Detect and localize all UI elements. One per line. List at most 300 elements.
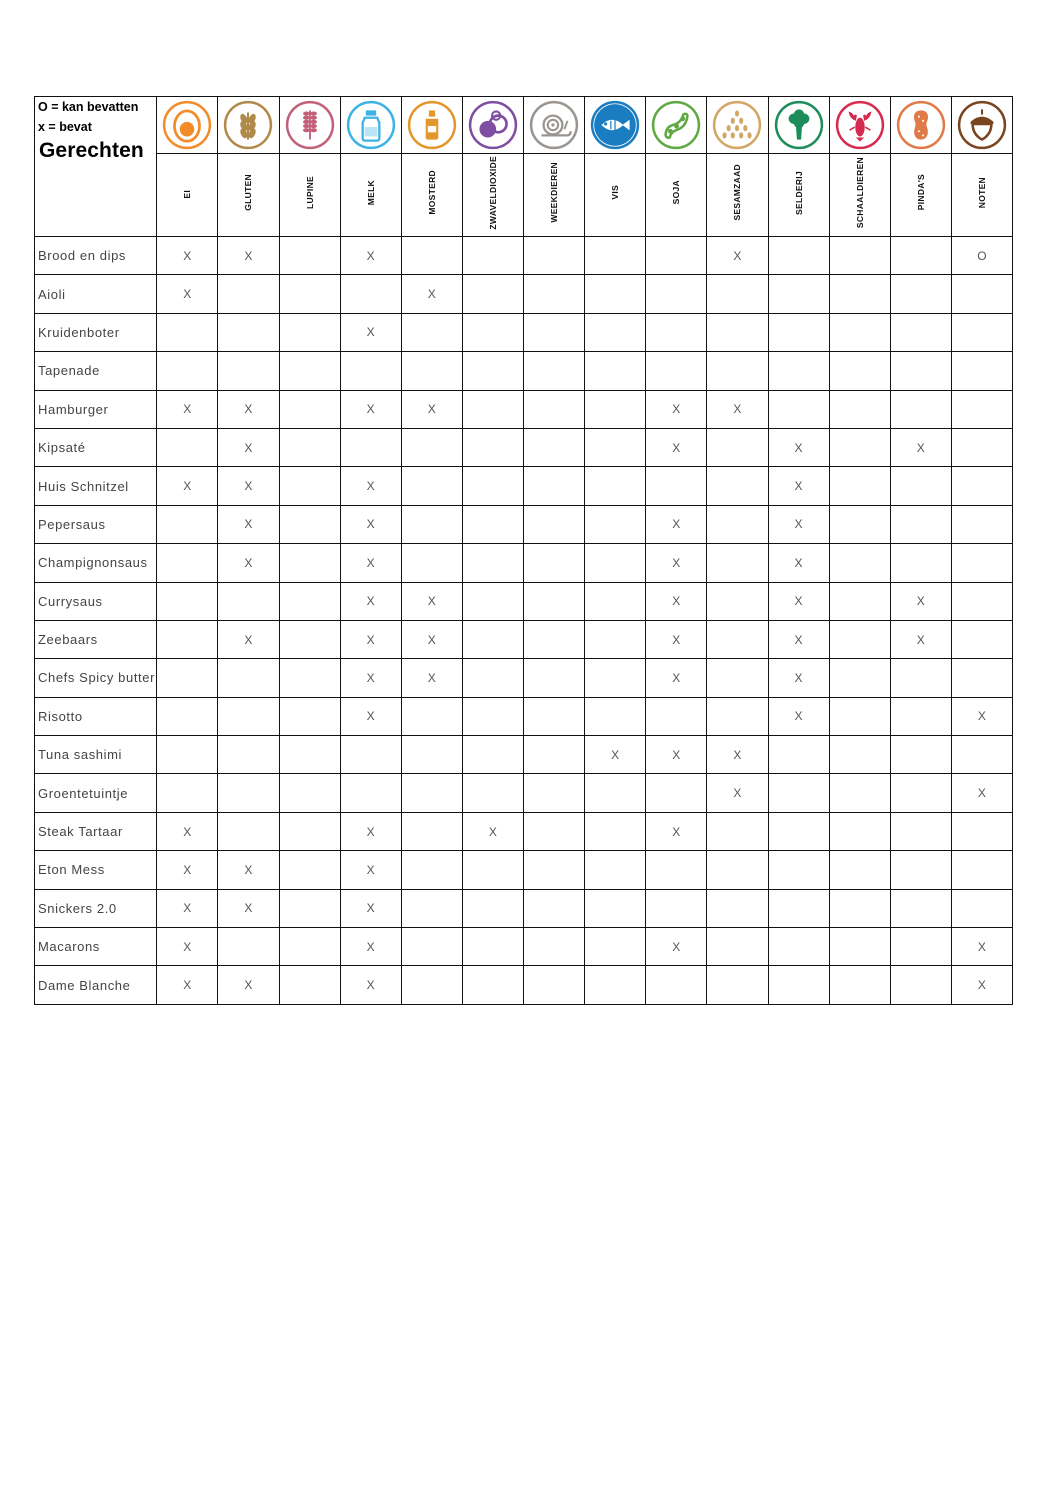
- allergen-mark: X: [768, 428, 829, 466]
- allergen-mark: X: [401, 390, 462, 428]
- allergen-mark: [157, 659, 218, 697]
- allergen-mark: [951, 467, 1012, 505]
- allergen-mark: [524, 582, 585, 620]
- allergen-mark: [401, 966, 462, 1004]
- allergen-icon-cell-lupine: [279, 97, 340, 154]
- allergen-mark: [462, 275, 523, 313]
- allergen-mark: [768, 390, 829, 428]
- allergen-mark: [585, 467, 646, 505]
- allergen-mark: X: [401, 582, 462, 620]
- allergen-icon-cell-melk: [340, 97, 401, 154]
- allergen-mark: X: [401, 275, 462, 313]
- table-row: [35, 659, 1013, 697]
- allergen-mark: [646, 889, 707, 927]
- allergen-mark: [646, 851, 707, 889]
- table-row: [35, 851, 1013, 889]
- allergen-label-cell-sesamzaad: [707, 154, 768, 237]
- allergen-icon-cell-schaaldieren: [829, 97, 890, 154]
- allergen-mark: X: [768, 467, 829, 505]
- table-row: [35, 505, 1013, 543]
- dish-name: Hamburger: [35, 390, 157, 428]
- allergen-mark: [829, 467, 890, 505]
- wheat-icon: [218, 100, 278, 150]
- allergen-mark: [524, 851, 585, 889]
- allergen-mark: [279, 544, 340, 582]
- allergen-mark: X: [157, 237, 218, 275]
- allergen-mark: [524, 774, 585, 812]
- allergen-label: LUPINE: [304, 176, 315, 209]
- allergen-mark: [768, 237, 829, 275]
- allergen-mark: [707, 659, 768, 697]
- allergen-mark: [462, 505, 523, 543]
- dish-name: Kipsaté: [35, 428, 157, 466]
- allergen-mark: [340, 774, 401, 812]
- allergen-mark: X: [890, 428, 951, 466]
- allergen-mark: [951, 659, 1012, 697]
- allergen-mark: [279, 928, 340, 966]
- allergen-mark: [462, 659, 523, 697]
- allergen-mark: [279, 505, 340, 543]
- allergen-mark: [890, 275, 951, 313]
- allergen-icon-cell-ei: [157, 97, 218, 154]
- allergen-mark: [279, 390, 340, 428]
- allergen-mark: [279, 275, 340, 313]
- allergen-mark: X: [646, 928, 707, 966]
- allergen-mark: [951, 544, 1012, 582]
- allergen-label-cell-pindas: [890, 154, 951, 237]
- allergen-label: MOSTERD: [426, 170, 437, 215]
- allergen-mark: [829, 697, 890, 735]
- allergen-mark: [218, 275, 279, 313]
- allergen-mark: [340, 736, 401, 774]
- allergen-mark: [524, 505, 585, 543]
- allergen-mark: [646, 237, 707, 275]
- allergen-mark: [585, 697, 646, 735]
- allergen-mark: [890, 313, 951, 351]
- legend-cell: [35, 97, 157, 237]
- allergen-mark: [401, 467, 462, 505]
- allergen-mark: [768, 851, 829, 889]
- allergen-mark: X: [340, 928, 401, 966]
- allergen-mark: [829, 275, 890, 313]
- allergen-mark: [279, 582, 340, 620]
- allergen-mark: X: [218, 428, 279, 466]
- allergen-mark: [890, 390, 951, 428]
- allergen-mark: X: [340, 544, 401, 582]
- allergen-label: GLUTEN: [243, 174, 254, 211]
- allergen-mark: [218, 812, 279, 850]
- allergen-label: WEEKDIEREN: [549, 162, 560, 223]
- allergen-mark: [401, 851, 462, 889]
- allergen-mark: [157, 505, 218, 543]
- dish-name: Champignonsaus: [35, 544, 157, 582]
- allergen-mark: X: [340, 851, 401, 889]
- allergen-mark: X: [768, 697, 829, 735]
- allergen-mark: X: [768, 582, 829, 620]
- allergen-mark: X: [157, 275, 218, 313]
- allergen-mark: X: [218, 889, 279, 927]
- allergen-label: EI: [182, 190, 193, 199]
- table-row: [35, 237, 1013, 275]
- allergen-label: NOTEN: [976, 176, 987, 209]
- allergen-mark: [768, 966, 829, 1004]
- allergen-mark: [401, 697, 462, 735]
- allergen-mark: X: [707, 237, 768, 275]
- allergen-mark: [890, 544, 951, 582]
- allergen-mark: [829, 928, 890, 966]
- allergen-mark: X: [951, 928, 1012, 966]
- allergen-icon-cell-sesamzaad: [707, 97, 768, 154]
- allergen-icon-cell-weekdieren: [524, 97, 585, 154]
- allergen-mark: [707, 928, 768, 966]
- allergen-mark: X: [218, 544, 279, 582]
- allergen-mark: [890, 812, 951, 850]
- allergen-label: PINDA'S: [915, 174, 926, 211]
- dishes-body: [35, 237, 1013, 1005]
- allergen-mark: [951, 620, 1012, 658]
- allergen-mark: [462, 620, 523, 658]
- allergen-mark: [462, 428, 523, 466]
- allergen-mark: [157, 697, 218, 735]
- allergen-mark: [646, 313, 707, 351]
- allergen-icon-cell-gluten: [218, 97, 279, 154]
- allergen-icon-cell-soja: [646, 97, 707, 154]
- dishes-heading: Gerechten: [39, 139, 144, 162]
- allergen-icon-cell-vis: [585, 97, 646, 154]
- allergen-mark: [951, 352, 1012, 390]
- allergen-mark: [401, 313, 462, 351]
- allergen-mark: X: [646, 659, 707, 697]
- allergen-mark: [890, 505, 951, 543]
- allergen-label: ZWAVELDIOXIDE: [487, 155, 498, 230]
- allergen-mark: X: [707, 774, 768, 812]
- allergen-mark: [462, 352, 523, 390]
- allergen-mark: X: [340, 697, 401, 735]
- allergen-mark: [890, 237, 951, 275]
- allergen-mark: X: [218, 851, 279, 889]
- allergen-mark: [829, 736, 890, 774]
- allergen-mark: X: [218, 467, 279, 505]
- allergen-mark: [585, 275, 646, 313]
- allergen-mark: [462, 390, 523, 428]
- allergen-label-cell-selderij: [768, 154, 829, 237]
- milk-bottle-icon: [341, 100, 401, 150]
- allergen-mark: X: [157, 928, 218, 966]
- allergen-mark: [157, 352, 218, 390]
- allergen-mark: [707, 812, 768, 850]
- allergen-mark: [585, 928, 646, 966]
- allergen-mark: [829, 544, 890, 582]
- allergen-icon-cell-zwaveldioxide: [462, 97, 523, 154]
- dish-name: Steak Tartaar: [35, 812, 157, 850]
- allergen-mark: [707, 275, 768, 313]
- allergen-mark: [524, 736, 585, 774]
- allergen-mark: X: [340, 889, 401, 927]
- allergen-mark: X: [951, 774, 1012, 812]
- allergen-mark: [646, 774, 707, 812]
- allergen-mark: [462, 774, 523, 812]
- allergen-mark: [279, 313, 340, 351]
- allergen-mark: X: [157, 390, 218, 428]
- allergen-mark: [585, 889, 646, 927]
- allergen-mark: [157, 582, 218, 620]
- allergen-label-cell-vis: [585, 154, 646, 237]
- allergen-mark: [462, 697, 523, 735]
- table-row: [35, 467, 1013, 505]
- allergen-mark: [707, 966, 768, 1004]
- allergen-mark: [829, 774, 890, 812]
- allergen-mark: [829, 812, 890, 850]
- allergen-mark: [279, 966, 340, 1004]
- allergen-mark: X: [646, 582, 707, 620]
- dish-name: Currysaus: [35, 582, 157, 620]
- allergen-mark: X: [218, 390, 279, 428]
- allergen-mark: [646, 697, 707, 735]
- allergen-mark: [401, 505, 462, 543]
- dish-name: Huis Schnitzel: [35, 467, 157, 505]
- dish-name: Snickers 2.0: [35, 889, 157, 927]
- allergen-mark: [890, 889, 951, 927]
- dish-name: Risotto: [35, 697, 157, 735]
- allergen-mark: [585, 352, 646, 390]
- lobster-icon: [830, 100, 890, 150]
- allergen-mark: [707, 428, 768, 466]
- allergen-mark: X: [218, 237, 279, 275]
- allergen-mark: [157, 428, 218, 466]
- allergen-label: SESAMZAAD: [732, 164, 743, 221]
- allergen-mark: [890, 352, 951, 390]
- allergen-mark: [279, 620, 340, 658]
- dish-name: Zeebaars: [35, 620, 157, 658]
- allergen-icon-cell-pindas: [890, 97, 951, 154]
- allergen-label: SOJA: [671, 180, 682, 205]
- allergen-mark: [340, 428, 401, 466]
- allergen-mark: [462, 544, 523, 582]
- allergen-mark: [951, 505, 1012, 543]
- allergen-mark: [707, 467, 768, 505]
- allergen-mark: [768, 736, 829, 774]
- dish-name: Tapenade: [35, 352, 157, 390]
- allergen-mark: [951, 582, 1012, 620]
- allergen-mark: X: [768, 544, 829, 582]
- allergen-mark: [401, 352, 462, 390]
- allergen-mark: [524, 275, 585, 313]
- allergen-label: SELDERIJ: [793, 170, 804, 215]
- allergen-label: MELK: [365, 179, 376, 206]
- allergen-mark: [524, 467, 585, 505]
- allergen-mark: [401, 928, 462, 966]
- allergen-label-cell-gluten: [218, 154, 279, 237]
- allergen-mark: [768, 275, 829, 313]
- allergen-mark: [279, 428, 340, 466]
- allergen-mark: [585, 544, 646, 582]
- allergen-mark: [279, 774, 340, 812]
- dish-name: Chefs Spicy butter: [35, 659, 157, 697]
- table-row: [35, 620, 1013, 658]
- allergen-mark: [585, 313, 646, 351]
- egg-icon: [157, 100, 217, 150]
- allergen-mark: [768, 928, 829, 966]
- allergen-mark: [890, 851, 951, 889]
- allergen-label-cell-schaaldieren: [829, 154, 890, 237]
- allergen-mark: X: [890, 620, 951, 658]
- mustard-jar-icon: [402, 100, 462, 150]
- table-row: [35, 544, 1013, 582]
- dish-name: Brood en dips: [35, 237, 157, 275]
- allergen-mark: X: [646, 505, 707, 543]
- allergen-mark: X: [340, 467, 401, 505]
- allergen-mark: [951, 390, 1012, 428]
- allergen-mark: [218, 582, 279, 620]
- allergen-mark: [218, 736, 279, 774]
- allergen-mark: [951, 275, 1012, 313]
- allergen-mark: [829, 505, 890, 543]
- allergen-label: SCHAALDIEREN: [854, 156, 865, 229]
- allergen-mark: [829, 237, 890, 275]
- allergen-mark: [646, 467, 707, 505]
- allergen-mark: [829, 582, 890, 620]
- table-row: [35, 697, 1013, 735]
- allergen-mark: [829, 889, 890, 927]
- dish-name: Dame Blanche: [35, 966, 157, 1004]
- allergen-mark: [585, 620, 646, 658]
- table-row: [35, 582, 1013, 620]
- allergen-mark: [462, 851, 523, 889]
- acorn-icon: [952, 100, 1012, 150]
- allergen-mark: [951, 851, 1012, 889]
- allergen-mark: [768, 313, 829, 351]
- allergen-mark: [157, 774, 218, 812]
- allergen-mark: [890, 467, 951, 505]
- allergen-mark: [157, 736, 218, 774]
- allergen-mark: [462, 889, 523, 927]
- allergen-mark: X: [890, 582, 951, 620]
- allergen-mark: [524, 313, 585, 351]
- allergen-mark: [401, 774, 462, 812]
- allergen-label-cell-melk: [340, 154, 401, 237]
- allergen-mark: [157, 544, 218, 582]
- allergen-mark: [585, 659, 646, 697]
- allergen-mark: [401, 237, 462, 275]
- allergen-icon-row: [35, 97, 1013, 154]
- allergen-mark: [524, 544, 585, 582]
- allergen-mark: [829, 620, 890, 658]
- allergen-mark: X: [340, 966, 401, 1004]
- allergen-mark: [218, 774, 279, 812]
- allergen-mark: [768, 352, 829, 390]
- allergen-label-cell-lupine: [279, 154, 340, 237]
- allergen-label: VIS: [610, 185, 621, 200]
- allergen-mark: [462, 736, 523, 774]
- allergen-mark: X: [707, 736, 768, 774]
- allergen-mark: [829, 352, 890, 390]
- allergen-mark: [157, 313, 218, 351]
- dish-name: Groentetuintje: [35, 774, 157, 812]
- allergen-mark: [279, 812, 340, 850]
- dish-name: Eton Mess: [35, 851, 157, 889]
- dish-name: Aioli: [35, 275, 157, 313]
- lupine-icon: [280, 100, 340, 150]
- allergen-mark: [585, 428, 646, 466]
- allergen-mark: X: [340, 237, 401, 275]
- allergen-mark: X: [340, 812, 401, 850]
- allergen-mark: [524, 812, 585, 850]
- allergen-label-cell-soja: [646, 154, 707, 237]
- allergen-mark: X: [646, 390, 707, 428]
- allergen-mark: [585, 505, 646, 543]
- allergen-mark: X: [218, 966, 279, 1004]
- dish-name: Tuna sashimi: [35, 736, 157, 774]
- allergen-mark: [829, 428, 890, 466]
- allergen-mark: X: [157, 889, 218, 927]
- allergen-mark: [157, 620, 218, 658]
- allergen-mark: [279, 352, 340, 390]
- allergen-mark: [524, 966, 585, 1004]
- allergen-mark: [585, 390, 646, 428]
- allergen-mark: [279, 237, 340, 275]
- allergen-mark: [707, 505, 768, 543]
- allergen-mark: X: [768, 659, 829, 697]
- allergen-mark: [646, 275, 707, 313]
- allergen-mark: [524, 352, 585, 390]
- allergen-mark: [401, 812, 462, 850]
- allergen-mark: [951, 313, 1012, 351]
- allergen-mark: X: [646, 620, 707, 658]
- allergen-mark: [524, 620, 585, 658]
- legend-may-contain: O = kan bevatten: [38, 100, 139, 114]
- allergen-mark: [646, 352, 707, 390]
- allergen-mark: [707, 352, 768, 390]
- allergen-mark: [707, 313, 768, 351]
- allergen-mark: [462, 313, 523, 351]
- allergen-mark: X: [340, 313, 401, 351]
- allergen-mark: [218, 313, 279, 351]
- table-row: [35, 352, 1013, 390]
- fish-icon: [585, 100, 645, 150]
- allergen-mark: X: [646, 544, 707, 582]
- allergen-mark: [218, 352, 279, 390]
- allergen-mark: [707, 582, 768, 620]
- allergen-mark: X: [585, 736, 646, 774]
- allergen-mark: X: [218, 505, 279, 543]
- allergen-mark: X: [340, 620, 401, 658]
- allergen-mark: [401, 889, 462, 927]
- allergen-mark: [462, 237, 523, 275]
- allergen-mark: [707, 889, 768, 927]
- soy-bean-icon: [646, 100, 706, 150]
- allergen-icon-cell-selderij: [768, 97, 829, 154]
- allergen-mark: [829, 313, 890, 351]
- allergen-mark: [279, 467, 340, 505]
- allergen-mark: [646, 966, 707, 1004]
- allergen-mark: [707, 697, 768, 735]
- allergen-mark: X: [768, 620, 829, 658]
- table-row: [35, 928, 1013, 966]
- allergen-mark: [585, 582, 646, 620]
- allergen-mark: [890, 659, 951, 697]
- allergen-mark: X: [340, 390, 401, 428]
- allergen-mark: X: [707, 390, 768, 428]
- allergen-mark: X: [768, 505, 829, 543]
- allergen-mark: [524, 237, 585, 275]
- allergen-mark: [585, 237, 646, 275]
- allergen-mark: [524, 928, 585, 966]
- table-row: [35, 275, 1013, 313]
- allergen-mark: [279, 736, 340, 774]
- allergen-mark: [951, 428, 1012, 466]
- snail-icon: [524, 100, 584, 150]
- allergen-mark: [401, 428, 462, 466]
